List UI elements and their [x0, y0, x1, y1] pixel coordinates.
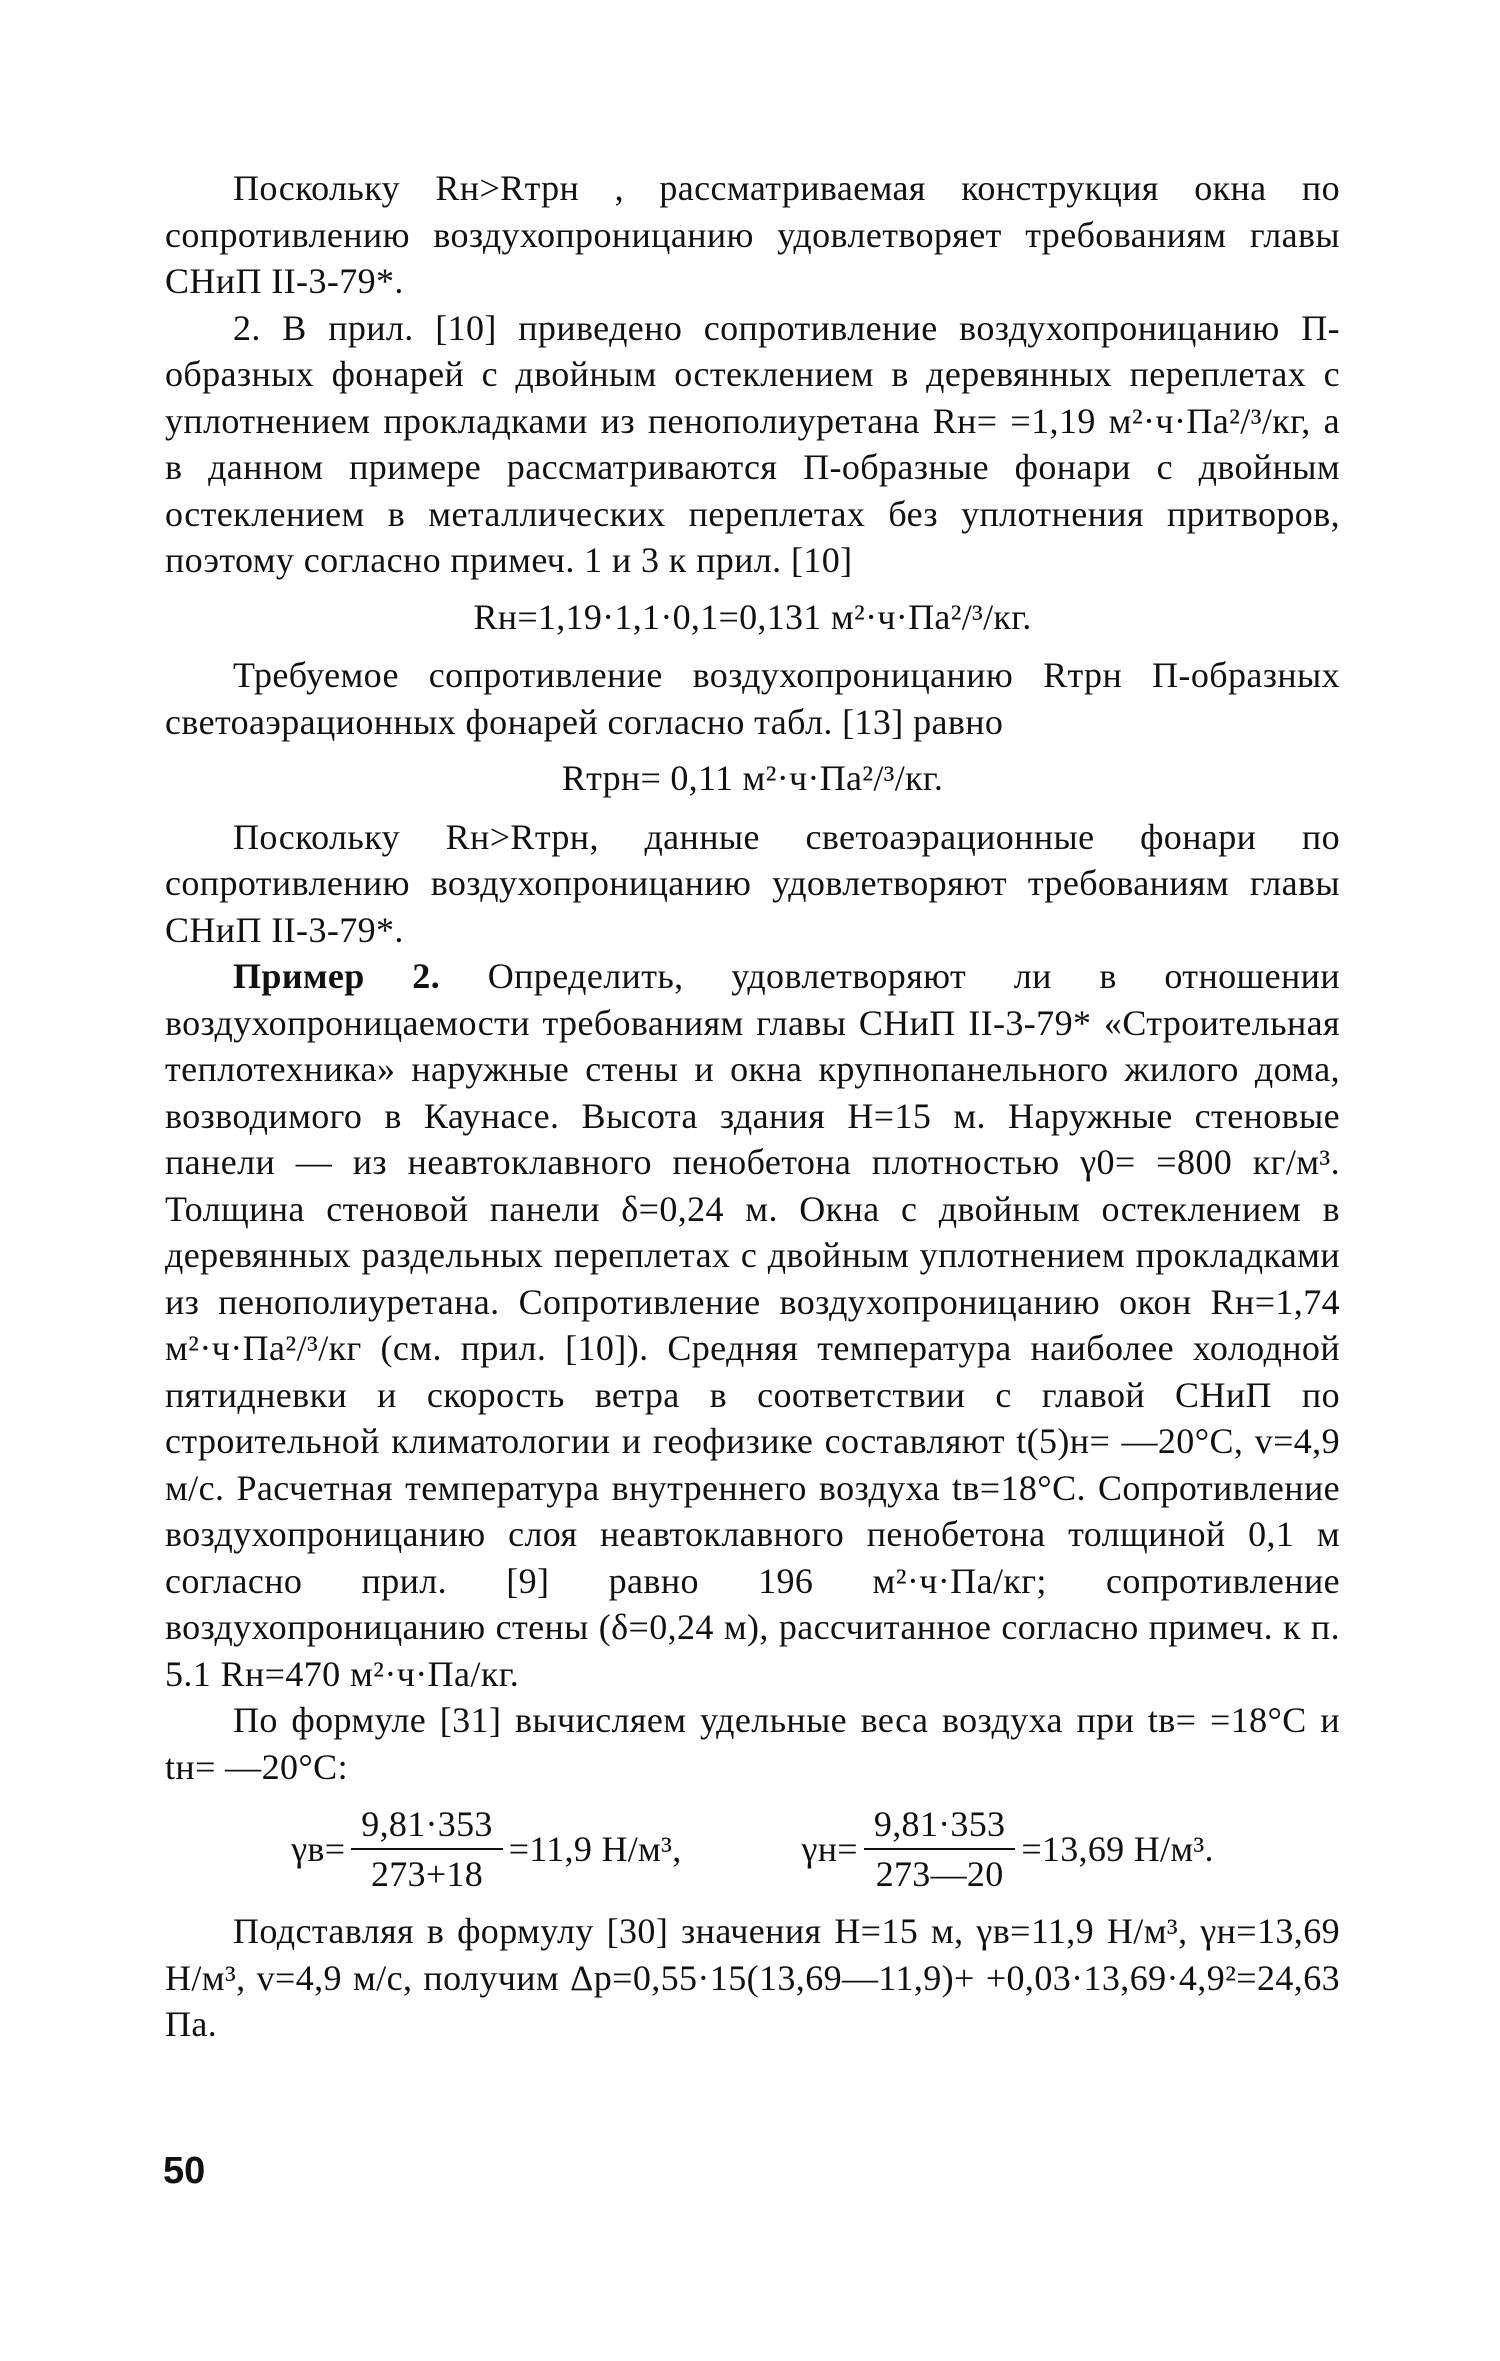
gamma-outer-lhs: γн=: [801, 1829, 858, 1869]
paragraph-lantern-resistance: 2. В прил. [10] приведено сопротивление воздухопроницанию П-образных фонарей с двойным остеклением в деревянных переплетах с уплотнением прокладками из пенополиуретана Rн= =1,19 м²·ч·Па²/³/кг, а в данном примере рассматриваются П-образные фонари с двойным остеклением в металлических переплетах без уплотнения притворов, поэтому согласно примеч. 1 и 3 к прил. [10]: [165, 307, 1340, 580]
paragraph-lantern-conclusion: Поскольку Rн>Rтрн, данные светоаэрационные фонари по сопротивлению воздухопроницанию удовлетворяют требованиям главы СНиП II-3-79*.: [165, 816, 1340, 950]
formula-required-resistance: Rтрн= 0,11 м²·ч·Па²/³/кг.: [561, 758, 944, 798]
gamma-inner-lhs: γв=: [291, 1829, 346, 1869]
formula-specific-weights: [165, 1804, 1340, 1894]
paragraph-pressure-difference: Подставляя в формулу [30] значения H=15 м, γв=11,9 Н/м³, γн=13,69 Н/м³, v=4,9 м/с, получим Δp=0,55·15(13,69—11,9)+ +0,03·13,69·4,9²=24,63 Па.: [165, 1911, 1340, 2044]
gamma-outer-rhs: =13,69 Н/м³.: [1021, 1829, 1214, 1869]
example-label: Пример 2.: [233, 956, 441, 996]
formula-gamma-outer: [802, 1804, 1214, 1894]
paragraph-specific-weights: По формуле [31] вычисляем удельные веса воздуха при tв= =18°С и tн= —20°С:: [165, 1700, 1340, 1787]
fraction-inner: [351, 1804, 502, 1894]
formula-lantern-resistance: Rн=1,19·1,1·0,1=0,131 м²·ч·Па²/³/кг.: [473, 596, 1032, 637]
paragraph-example-2: [165, 953, 1340, 1697]
fraction-inner-numerator: 9,81·353: [351, 1804, 502, 1850]
fraction-inner-denominator: 273+18: [370, 1854, 484, 1894]
page-number: 50: [163, 2150, 206, 2192]
fraction-outer: [864, 1804, 1015, 1894]
paragraph-required-resistance: Требуемое сопротивление воздухопроницанию Rтрн П-образных светоаэрационных фонарей согласно табл. [13] равно: [165, 655, 1340, 742]
gamma-inner-rhs: =11,9 Н/м³,: [508, 1829, 682, 1869]
fraction-outer-numerator: 9,81·353: [864, 1804, 1015, 1850]
paragraph-window-conclusion: Поскольку Rн>Rтрн , рассматриваемая конструкция окна по сопротивлению воздухопроницанию удовлетворяет требованиям главы СНиП II-3-79*.: [165, 168, 1340, 301]
example-text: Определить, удовлетворяют ли в отношении воздухопроницаемости требованиям главы СНиП II-3-79* «Строительная теплотехника» наружные стены и окна крупнопанельного жилого дома, возводимого в Каунасе. Высота здания H=15 м. Наружные стеновые панели — из неавтоклавного пенобетона плотностью γ0= =800 кг/м³. Толщина стеновой панели δ=0,24 м. Окна с двойным остеклением в деревянных раздельных переплетах с двойным уплотнением прокладками из пенополиуретана. Сопротивление воздухопроницанию окон Rн=1,74 м²·ч·Па²/³/кг (см. прил. [10]). Средняя температура наиболее холодной пятидневки и скорость ветра в соответствии с главой СНиП по строительной климатологии и геофизике составляют t(5)н= —20°С, v=4,9 м/с. Расчетная температура внутреннего воздуха tв=18°С. Сопротивление воздухопроницанию слоя неавтоклавного пенобетона толщиной 0,1 м согласно прил. [9] равно 196 м²·ч·Па/кг; сопротивление воздухопроницанию стены (δ=0,24 м), рассчитанное согласно примеч. к п. 5.1 Rн=470 м²·ч·Па/кг.: [165, 956, 1341, 1694]
formula-gamma-inner: [291, 1804, 681, 1894]
fraction-outer-denominator: 273—20: [875, 1854, 1004, 1894]
document-page: [165, 165, 1340, 2205]
